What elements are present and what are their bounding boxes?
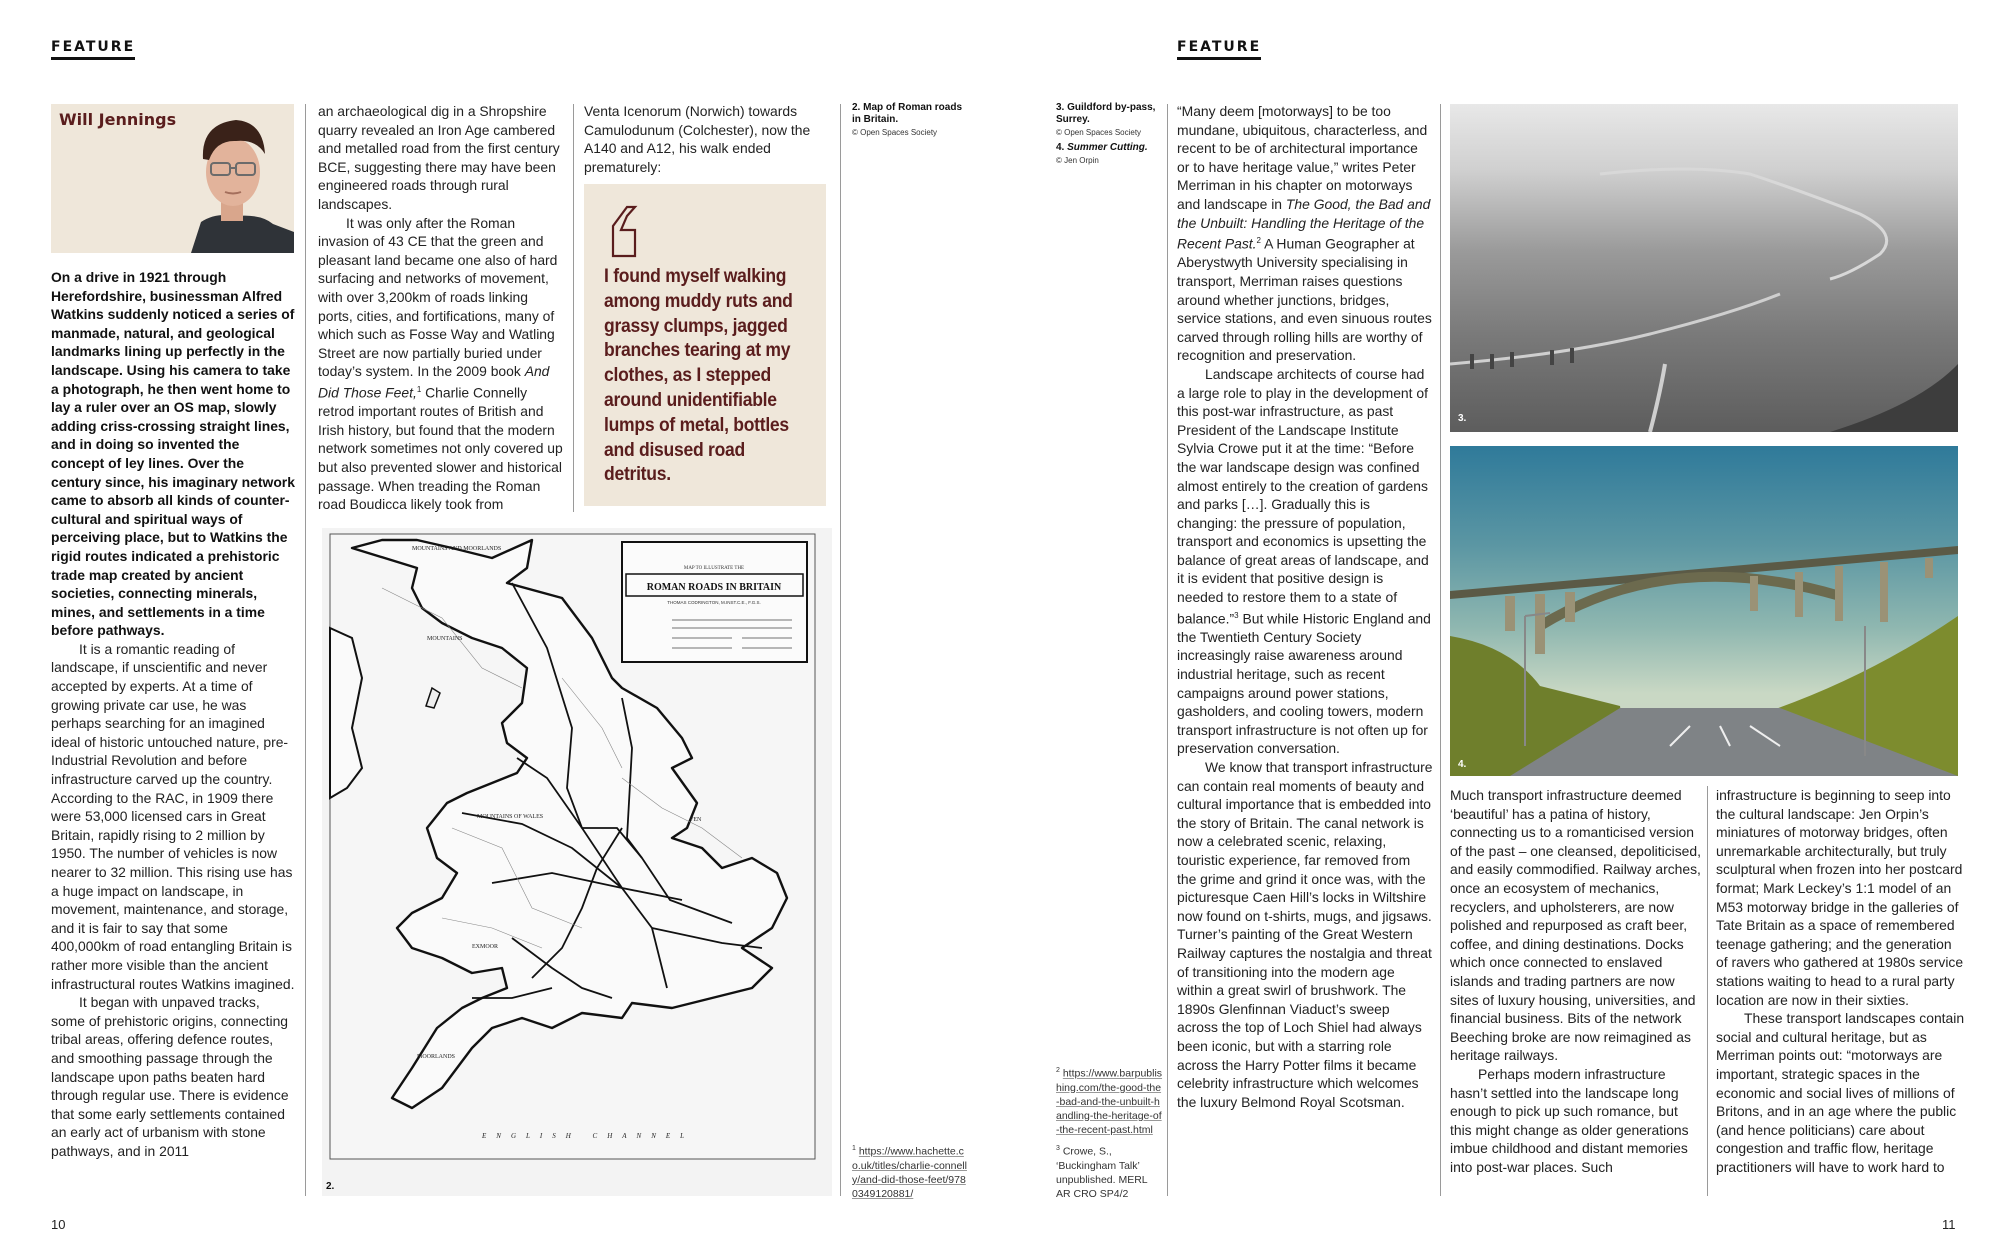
paragraph: infrastructure is beginning to seep into the cultural landscape: Jen Orpin’s miniatures of motorway bridges, often unremarkable architecturally, but truly sculptural when frozen into her postcard format; Mark Leckey’s 1:1 model of an M53 motorway bridge in the galleries of Tate Britain as a space of remembered teenage gathering; and the generation of ravers who gathered at 1980s service stations waiting to head to a rural party location are now in their sixties. xyxy=(1716,787,1964,1008)
motorway-bridge-image xyxy=(1450,446,1958,776)
column-divider xyxy=(840,104,841,1196)
figure-number: 2. xyxy=(326,1181,335,1192)
paragraph: It is a romantic reading of landscape, if unscientific and never accepted by experts. At a time of growing private car use, he was perhaps searching for an imagined ideal of historic untouched nature, pre-Industrial Revolution and before infrastructure carved up the country. According to the RAC, in 1909 there were 53,000 licensed cars in Great Britain, rapidly rising to 2 million by 1950. The number of vehicles is now nearer to 32 million. This rising use has a huge impact on landscape, in movement, maintenance, and storage, and it is fair to say that some 400,000km of road entangling Britain is rather more visible than the ancient infrastructural routes Watkins imagined. xyxy=(51,640,295,992)
paragraph: Much transport infrastructure deemed ‘beautiful’ has a patina of history, connecting us to a romanticised version of the past – one cleansed, depoliticised, and easily commodified. Railway arches, once an ecosystem of mechanics, recyclers, and upholsterers, are now polished and repurposed as craft beer, coffee, and dining destinations. Docks which once connected to enslaved islands and trading partners are now sites of luxury housing, universities, and financial business. Bits of the network Beeching broke are now reimagined as heritage railways. xyxy=(1450,787,1701,1064)
figure-4-painting xyxy=(1450,446,1958,776)
paragraph: Perhaps modern infrastructure hasn’t settled into the landscape long enough to pick up such romance, but this might change as older generations imbue childhood and distant memories into post-war places. Such xyxy=(1450,1065,1689,1175)
footnote-ref[interactable]: 2 xyxy=(1256,236,1261,246)
lead-paragraph: On a drive in 1921 through Herefordshire, businessman Alfred Watkins suddenly noticed a series of manmade, natural, and geological landmarks lining up perfectly in the landscape. Using his camera to take a photograph, he then went home to lay a ruler over an OS map, slowly adding criss-crossing straight lines, and in doing so invented the concept of ley lines. Over the century since, his imaginary network came to absorb all kinds of counter-cultural and spiritual ways of perceiving place, but to Watkins the rigid routes indicated a prehistoric trade map created by ancient societies, connecting minerals, mines, and settlements in a time before pathways. xyxy=(51,269,295,639)
footnote-1 xyxy=(852,1142,970,1201)
paragraph: Landscape architects of course had a large role to play in the development of this post-war infrastructure, as past President of the Landscape Institute Sylvia Crowe put it at the time: “Before the war landscape design was confined almost entirely to the creation of gardens and parks […]. Gradually this is changing: the pressure of population, transport and economics is upsetting the balance of great areas of landscape, and it is evident that positive design is needed to restore them to a state of balance.”$^3$ But while Historic England and the Twentieth Century Society increasingly raise awareness around industrial heritage, such as recent campaigns around power stations, gasholders, and cooling towers, modern transport infrastructure is not often up for preservation conversation. xyxy=(1177,365,1431,757)
caption-title: 4. Summer Cutting. xyxy=(1056,142,1148,153)
book-title: The Good, the Bad and the Unbuilt: Handling the Heritage of the Recent Past. xyxy=(1177,195,1431,252)
footnote-ref[interactable]: 1 xyxy=(416,384,422,394)
book-title: And Did Those Feet, xyxy=(318,363,550,401)
footnote-text: Crowe, S., ‘Buckingham Talk’ unpublished. MERL AR CRO SP4/2 xyxy=(1056,1145,1148,1200)
paragraph: It began with unpaved tracks, some of prehistoric origins, connecting tribal areas, offering defence routes, and smoothing passage through the landscape upon paths beaten hard through regular use. There is evidence that some early settlements contained an early act of urbanism with stone pathways, and in 2011 xyxy=(51,994,289,1159)
map-title: ROMAN ROADS IN BRITAIN xyxy=(646,582,782,593)
column-divider xyxy=(1440,104,1441,1196)
paragraph: Venta Icenorum (Norwich) towards Camulodunum (Colchester), now the A140 and A12, his walk ended prematurely: xyxy=(584,103,811,175)
paragraph: “Many deem [motorways] to be too mundane, ubiquitous, characterless, and recent to be of architectural importance or to have heritage value,” writes Peter Merriman in his chapter on motorways and landscape in The Good, the Bad and the Unbuilt: Handling the Heritage of the Recent Past.$^2$ A Human Geographer at Aberystwyth University specialising in transport, Merriman raises questions around whether junctions, bridges, service stations, and even sinuous routes carved through rolling hills are worthy of recognition and preservation. xyxy=(1177,103,1432,364)
map-author: THOMAS CODRINGTON, M.INST.C.E., F.G.S. xyxy=(667,600,761,605)
column-divider xyxy=(1707,786,1708,1196)
paragraph: It was only after the Roman invasion of 43 CE that the green and pleasant land became one also of hard surfacing and networks of movement, with over 3,200km of roads linking ports, cities, and fortifications, many of which such as Fosse Way and Watling Street are now partially buried under today’s system. In the 2009 book And Did Those Feet,$^1$ Charlie Connelly retrod important routes of British and Irish history, but found that the modern network sometimes not only covered up but also prevented slower and historical passage. When treading the Roman road Boudicca likely took from xyxy=(318,214,563,513)
map-label: MOUNTAINS xyxy=(427,636,463,642)
quote-mark-icon xyxy=(603,204,643,260)
map-label: EXMOOR xyxy=(472,944,499,950)
footnote-marker: 2 xyxy=(1056,1067,1060,1074)
caption-title: 2. Map of Roman roads in Britain. xyxy=(852,102,963,125)
paragraph: an archaeological dig in a Shropshire quarry revealed an Iron Age cambered and metalled road from the first century BCE, suggesting there may have been engineered roads through rural landscapes. xyxy=(318,103,560,212)
column-divider xyxy=(305,104,306,1196)
column-divider xyxy=(1167,104,1168,1196)
figure-number: 4. xyxy=(1458,759,1467,770)
map-label: MOORLANDS xyxy=(417,1054,456,1060)
map-subtitle: MAP TO ILLUSTRATE THE xyxy=(683,566,745,571)
map-label: ENGLISH CHANNEL xyxy=(482,1132,695,1140)
section-label-left: FEATURE xyxy=(51,39,135,60)
page-number-right: 11 xyxy=(1942,1217,1956,1232)
caption-figure-4 xyxy=(1056,142,1166,167)
roman-roads-map xyxy=(322,528,832,1196)
paragraph: These transport landscapes contain social and cultural heritage, but as Merriman points out: “motorways are important, strategic spaces in the economic and social lives of millions of Britons, and in an age where the public (and hence politicians) care about congestion and traffic flow, heritage practitioners will have to work hard to xyxy=(1716,1010,1965,1175)
footnote-ref[interactable]: 3 xyxy=(1234,610,1239,620)
author-portrait xyxy=(51,104,294,253)
author-name: Will Jennings xyxy=(59,110,177,129)
paragraph: We know that transport infrastructure can contain real moments of beauty and cultural importance that is embedded into the story of Britain. The canal network is now a celebrated scenic, relaxing, touristic experience, far removed from the grime and grind it once was, with the picturesque Caen Hill’s locks in Wiltshire now found on t-shirts, mugs, and jigsaws. Turner’s painting of the Great Western Railway captures the nostalgia and threat of transitioning into the modern age within a great swirl of brushwork. The 1890s Glenfinnan Viaduct’s sweep across the top of Loch Shiel had always been iconic, but with a starring role across the Harry Potter films it became celebrity infrastructure which welcomes the luxury Belmond Royal Scotsman. xyxy=(1177,759,1433,1110)
right-column-3 xyxy=(1716,786,1966,1176)
caption-credit: © Open Spaces Society xyxy=(852,128,938,137)
footnote-marker: 1 xyxy=(852,1145,856,1152)
footnote-2 xyxy=(1056,1064,1164,1137)
caption-title: 3. Guildford by-pass, Surrey. xyxy=(1056,102,1156,125)
map-label: FEN xyxy=(690,817,702,823)
footnote-marker: 3 xyxy=(1056,1145,1060,1152)
figure-number: 3. xyxy=(1458,413,1467,424)
map-label: MOUNTAINS OF WALES xyxy=(477,814,544,820)
pull-quote-text: I found myself walking among muddy ruts and grassy clumps, jagged branches tearing at my clothes, as I stepped around unidentifiable lumps of metal, bottles and disused road detritus. xyxy=(604,265,793,486)
left-column-1 xyxy=(51,268,296,1161)
right-column-1 xyxy=(1177,102,1433,1111)
caption-credit: © Jen Orpin xyxy=(1056,156,1099,165)
caption-figure-3 xyxy=(1056,102,1166,139)
pull-quote-box xyxy=(584,184,826,506)
right-column-2 xyxy=(1450,786,1702,1176)
left-column-3 xyxy=(584,102,829,176)
section-label-right: FEATURE xyxy=(1177,39,1261,60)
left-column-2 xyxy=(318,102,566,514)
author-box xyxy=(51,104,294,253)
footnote-link[interactable]: https://www.barpublishing.com/the-good-the-bad-and-the-unbuilt-handling-the-heritage-of-the-recent-past.html xyxy=(1056,1067,1163,1136)
map-label: MOUNTAINS AND MOORLANDS xyxy=(412,546,502,552)
aerial-landscape-image xyxy=(1450,104,1958,432)
footnote-link[interactable]: https://www.hachette.co.uk/titles/charlie-connelly/and-did-those-feet/9780349120881/ xyxy=(852,1145,967,1200)
figure-2-map xyxy=(322,528,832,1196)
footnote-3 xyxy=(1056,1142,1164,1201)
page-number-left: 10 xyxy=(51,1217,66,1232)
caption-figure-2 xyxy=(852,102,972,139)
figure-3-photo xyxy=(1450,104,1958,432)
column-divider xyxy=(573,104,574,512)
caption-credit: © Open Spaces Society xyxy=(1056,128,1142,137)
